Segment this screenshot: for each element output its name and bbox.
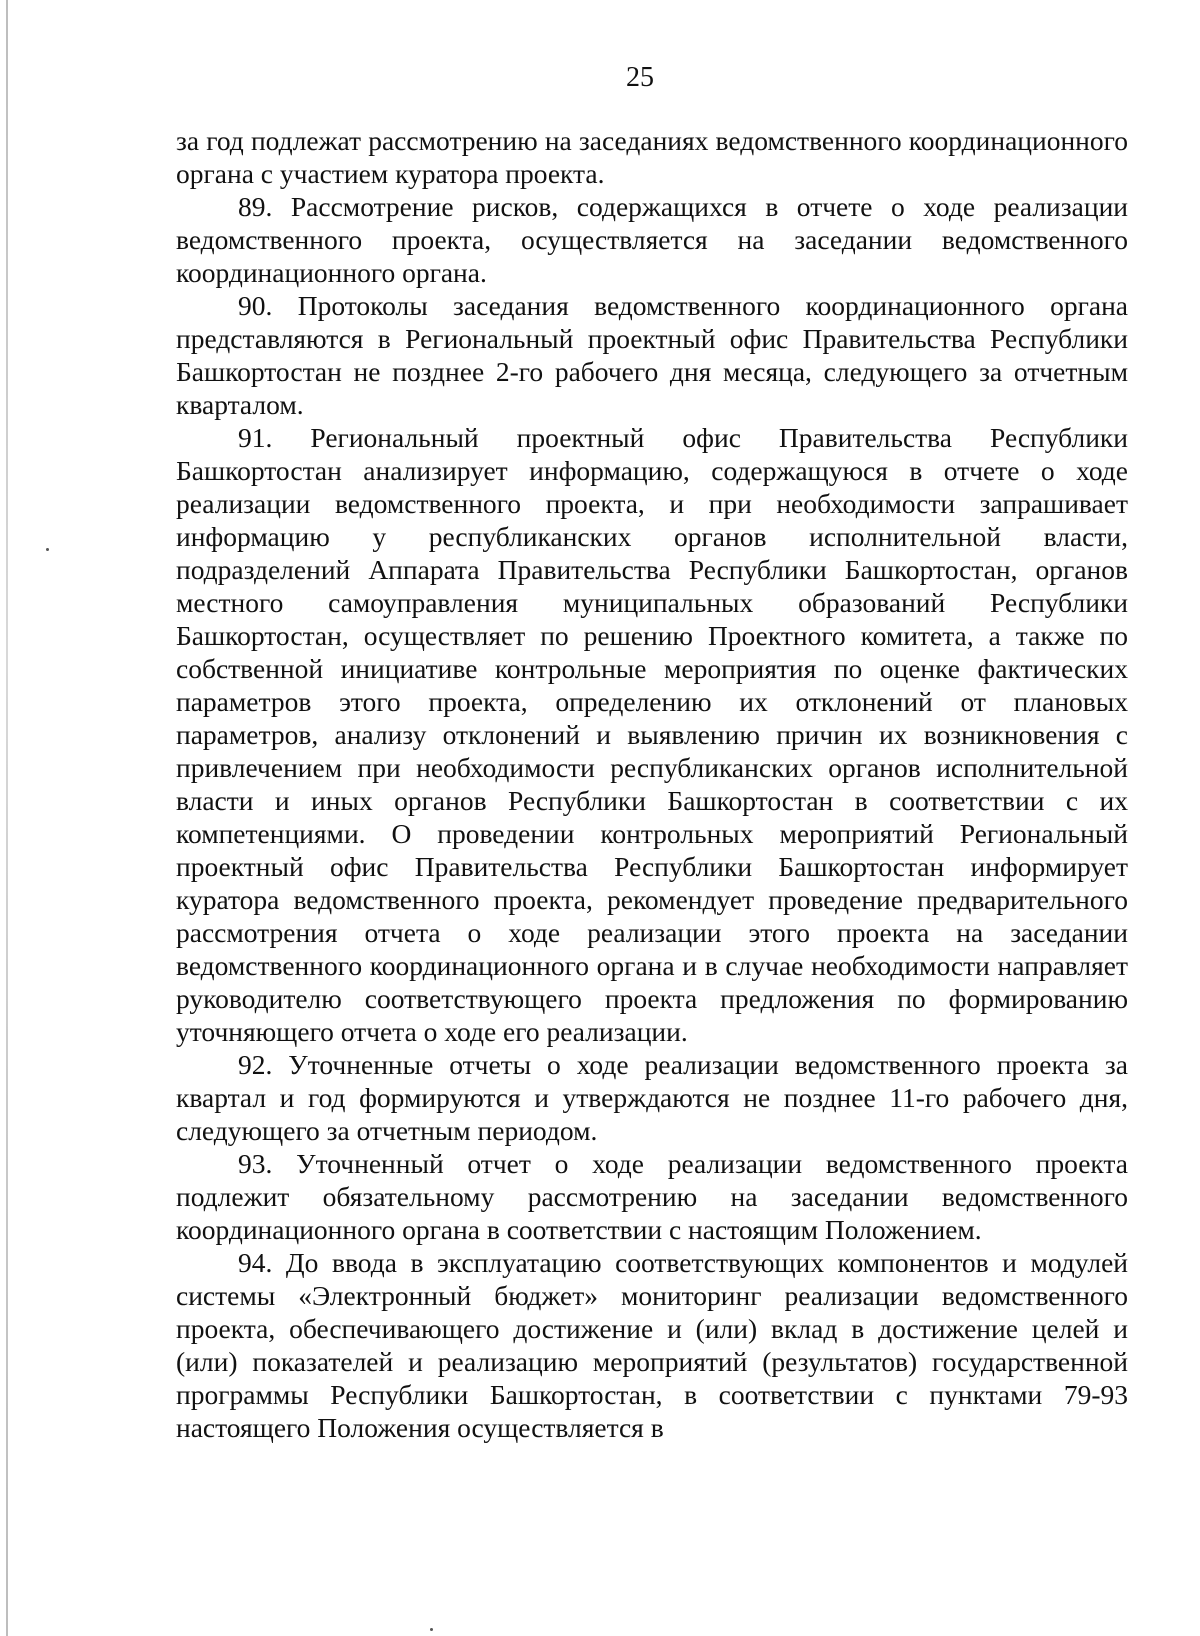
paragraph-94: 94. До ввода в эксплуатацию соответствующих компонентов и модулей системы «Электронный бюджет» мониторинг реализации ведомственного проекта, обеспечивающего достижение и (или) вклад в достижение целей и (или) показателей и реализацию мероприятий (результатов) государственной программы Республики Башкортостан, в соответствии с пунктами 79-93 настоящего Положения осуществляется в bbox=[176, 1247, 1128, 1443]
document-body bbox=[176, 124, 1128, 1444]
paragraph-92: 92. Уточненные отчеты о ходе реализации ведомственного проекта за квартал и год формируются и утверждаются не позднее 11-го рабочего дня, следующего за отчетным периодом. bbox=[176, 1049, 1128, 1146]
scan-edge-line bbox=[6, 0, 8, 1636]
paragraph-91: 91. Региональный проектный офис Правительства Республики Башкортостан анализирует информацию, содержащуюся в отчете о ходе реализации ведомственного проекта, и при необходимости запрашивает информацию у республиканских органов исполнительной власти, подразделений Аппарата Правительства Республики Башкортостан, органов местного самоуправления муниципальных образований Республики Башкортостан, осуществляет по решению Проектного комитета, а также по собственной инициативе контрольные мероприятия по оценке фактических параметров этого проекта, определению их отклонений от плановых параметров, анализу отклонений и выявлению причин их возникновения с привлечением при необходимости республиканских органов исполнительной власти и иных органов Республики Башкортостан в соответствии с их компетенциями. О проведении контрольных мероприятий Региональный проектный офис Правительства Республики Башкортостан информирует куратора ведомственного проекта, рекомендует проведение предварительного рассмотрения отчета о ходе реализации этого проекта на заседании ведомственного координационного органа и в случае необходимости направляет руководителю соответствующего проекта предложения по формированию уточняющего отчета о ходе его реализации. bbox=[176, 422, 1128, 1047]
scan-speck bbox=[430, 1628, 433, 1631]
paragraph-90: 90. Протоколы заседания ведомственного координационного органа представляются в Региональный проектный офис Правительства Республики Башкортостан не позднее 2-го рабочего дня месяца, следующего за отчетным кварталом. bbox=[176, 290, 1128, 420]
scan-speck bbox=[46, 548, 49, 551]
paragraph-93: 93. Уточненный отчет о ходе реализации ведомственного проекта подлежит обязательному рассмотрению на заседании ведомственного координационного органа в соответствии с настоящим Положением. bbox=[176, 1148, 1128, 1245]
paragraph-89: 89. Рассмотрение рисков, содержащихся в отчете о ходе реализации ведомственного проекта, осуществляется на заседании ведомственного координационного органа. bbox=[176, 191, 1128, 288]
page-number: 25 bbox=[626, 62, 654, 93]
paragraph-continuation: за год подлежат рассмотрению на заседаниях ведомственного координационного органа с участием куратора проекта. bbox=[176, 125, 1128, 189]
